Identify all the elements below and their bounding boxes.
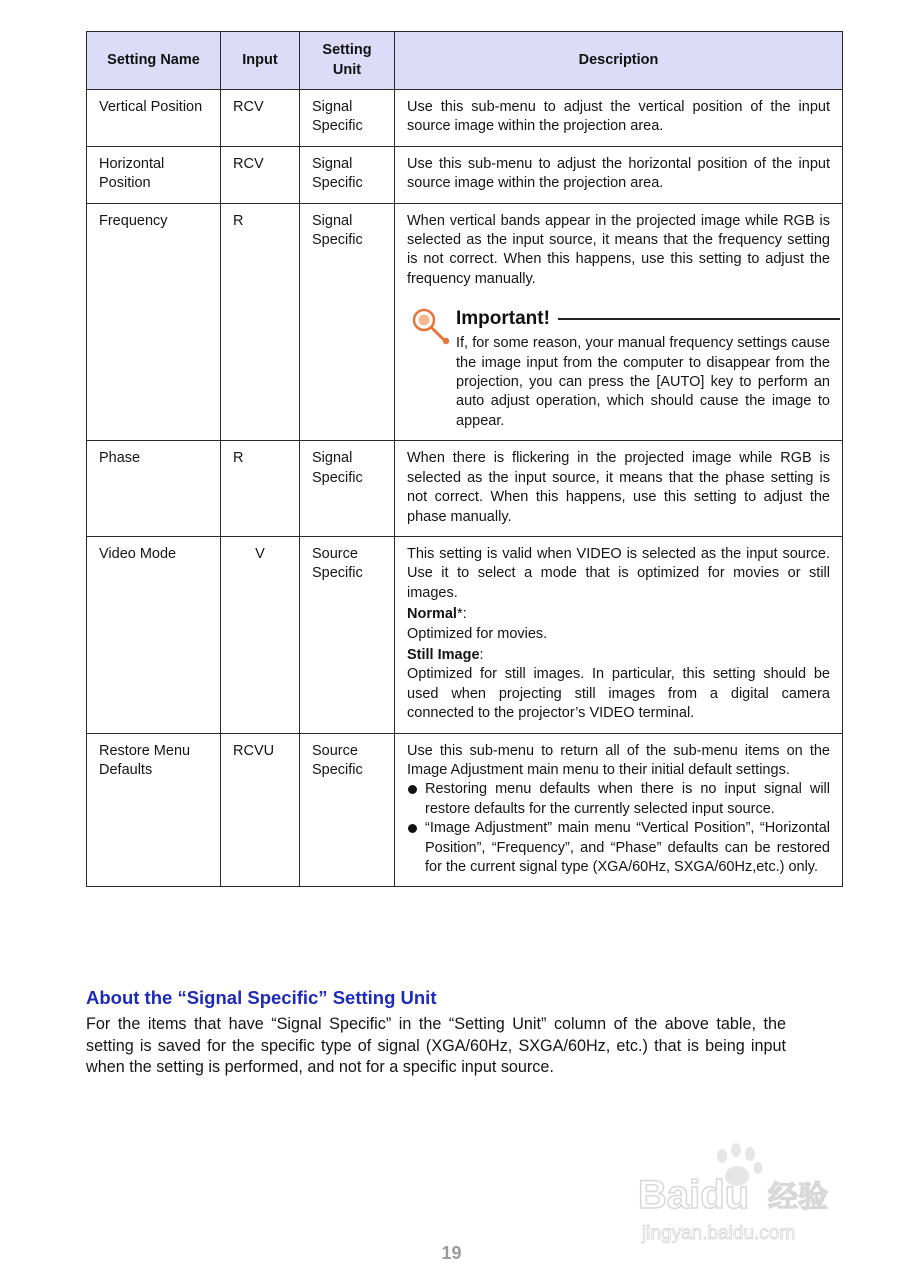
option-normal-text: Optimized for movies. bbox=[407, 625, 548, 642]
setting-name-cell: Vertical Position bbox=[87, 90, 221, 147]
watermark-cn-text: 经验 bbox=[768, 1180, 828, 1215]
description-cell bbox=[395, 90, 843, 147]
input-cell: R bbox=[221, 441, 300, 537]
table-row bbox=[87, 203, 843, 441]
baidu-jingyan-watermark bbox=[636, 1140, 852, 1250]
description-text: When vertical bands appear in the projected image while RGB is selected as the input source, it means that the frequency setting is not correct. When this happens, use this setting to adjust the frequency manually. bbox=[407, 212, 830, 287]
settings-table bbox=[86, 31, 843, 887]
input-cell: RCV bbox=[221, 146, 300, 203]
table-row bbox=[87, 536, 843, 733]
option-still-image-term: Still Image bbox=[407, 646, 480, 663]
important-heading: Important! bbox=[456, 308, 550, 330]
important-text: If, for some reason, your manual frequency settings cause the image input from the computer to disappear from the projection, you can press the [AUTO] key to perform an auto adjust operation, which should cause the image to appear. bbox=[456, 335, 830, 429]
input-cell: V bbox=[221, 536, 300, 733]
input-cell: RCVU bbox=[221, 733, 300, 887]
setting-name-cell: Video Mode bbox=[87, 536, 221, 733]
table-header-row bbox=[87, 32, 843, 90]
bullet-list bbox=[407, 780, 830, 877]
description-cell bbox=[395, 203, 843, 441]
setting-name-cell: Restore Menu Defaults bbox=[87, 733, 221, 887]
option-still-image-text: Optimized for still images. In particular, this setting should be used when projecting still images from a digital camera connected to the projector’s VIDEO terminal. bbox=[407, 666, 830, 722]
important-note bbox=[407, 307, 830, 431]
option-still-image-suffix: : bbox=[479, 646, 484, 663]
important-heading-line bbox=[456, 307, 830, 331]
setting-name-cell: Horizontal Position bbox=[87, 146, 221, 203]
important-pin-icon bbox=[409, 307, 455, 345]
setting-unit-cell: Source Specific bbox=[300, 536, 395, 733]
table-row bbox=[87, 146, 843, 203]
description-text: This setting is valid when VIDEO is selected as the input source. Use it to select a mode that is optimized for movies or still images. bbox=[407, 545, 830, 601]
header-setting-unit-line2: Unit bbox=[332, 61, 362, 78]
description-text: Use this sub-menu to adjust the vertical position of the input source image within the projection area. bbox=[407, 99, 830, 135]
option-still-image bbox=[407, 646, 830, 665]
section-heading: About the “Signal Specific” Setting Unit bbox=[86, 987, 437, 1008]
setting-unit-cell: Signal Specific bbox=[300, 203, 395, 441]
input-cell: R bbox=[221, 203, 300, 441]
description-cell bbox=[395, 536, 843, 733]
table-row bbox=[87, 441, 843, 537]
setting-name-cell: Frequency bbox=[87, 203, 221, 441]
list-item: Restoring menu defaults when there is no input signal will restore defaults for the currently selected input source. bbox=[407, 780, 830, 819]
table-row bbox=[87, 90, 843, 147]
header-setting-name: Setting Name bbox=[87, 32, 221, 90]
page-number: 19 bbox=[441, 1243, 462, 1263]
description-cell bbox=[395, 733, 843, 887]
option-normal-term: Normal bbox=[407, 606, 457, 623]
header-input: Input bbox=[221, 32, 300, 90]
watermark-url: jingyan.baidu.com bbox=[642, 1223, 796, 1244]
important-rule bbox=[558, 318, 840, 320]
description-text: When there is flickering in the projected image while RGB is selected as the input source, it means that the phase setting is not correct. When this happens, use this setting to adjust the phase manually. bbox=[407, 450, 830, 525]
header-setting-unit bbox=[300, 32, 395, 90]
description-text: Use this sub-menu to adjust the horizontal position of the input source image within the projection area. bbox=[407, 155, 830, 192]
description-cell bbox=[395, 146, 843, 203]
description-text: Use this sub-menu to return all of the sub-menu items on the Image Adjustment main menu to their initial default settings. bbox=[407, 742, 830, 778]
option-normal bbox=[407, 605, 830, 624]
watermark-brand: Baidu bbox=[638, 1173, 750, 1217]
option-normal-suffix: *: bbox=[456, 606, 467, 623]
setting-name-cell: Phase bbox=[87, 441, 221, 537]
setting-unit-cell: Signal Specific bbox=[300, 90, 395, 147]
setting-unit-cell: Signal Specific bbox=[300, 146, 395, 203]
header-description: Description bbox=[395, 32, 843, 90]
input-cell: RCV bbox=[221, 90, 300, 147]
list-item: “Image Adjustment” main menu “Vertical Position”, “Horizontal Position”, “Frequency”, and “Phase” defaults can be restored for the current signal type (XGA/60Hz, SXGA/60Hz,etc.) only. bbox=[407, 819, 830, 877]
header-setting-unit-line1: Setting bbox=[322, 42, 372, 59]
setting-unit-cell: Signal Specific bbox=[300, 441, 395, 537]
description-cell bbox=[395, 441, 843, 537]
table-row bbox=[87, 733, 843, 887]
setting-unit-cell: Source Specific bbox=[300, 733, 395, 887]
section-body: For the items that have “Signal Specific” in the “Setting Unit” column of the above table, the setting is saved for the specific type of signal (XGA/60Hz, SXGA/60Hz, etc.) that is being input when the setting is performed, and not for a specific input source. bbox=[86, 1015, 786, 1077]
